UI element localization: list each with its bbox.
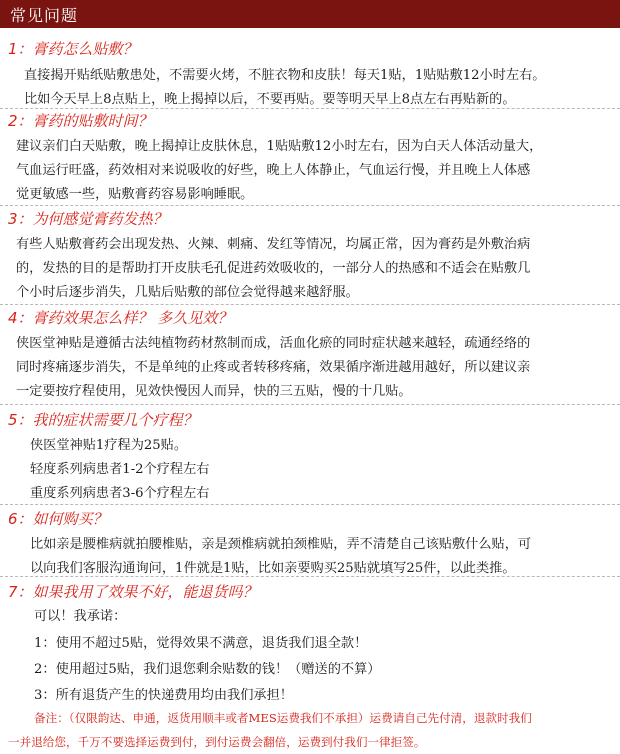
faq-answer-line: 比如亲是腰椎病就拍腰椎贴，亲是颈椎病就拍颈椎贴，弄不清楚自己该贴敷什么贴，可: [30, 537, 532, 552]
faq-question-5: 5：我的症状需要几个疗程？: [8, 411, 198, 429]
divider: [0, 108, 620, 109]
faq-answer-line: 2：使用超过5贴，我们退您剩余贴数的钱！（赠送的不算）: [34, 662, 381, 677]
faq-question-1: 1：膏药怎么贴敷？: [8, 40, 138, 58]
divider: [0, 576, 620, 577]
faq-question-7: 7：如果我用了效果不好，能退货吗？: [8, 583, 258, 601]
faq-answer-line: 3：所有退货产生的快递费用均由我们承担！: [34, 688, 293, 703]
divider: [0, 304, 620, 305]
faq-answer-line: 可以！我承诺：: [34, 609, 127, 624]
faq-answer-line: 比如今天早上8点贴上，晚上揭掉以后，不要再贴。要等明天早上8点左右再贴新的。: [24, 92, 516, 107]
faq-answer-line: 重度系列病患者3-6个疗程左右: [30, 486, 210, 501]
note-line-2: 一并退给您，千万不要选择运费到付，到付运费会翻倍，运费到付我们一律拒签。: [8, 735, 426, 749]
faq-question-2: 2：膏药的贴敷时间？: [8, 112, 153, 130]
faq-question-4: 4：膏药效果怎么样？ 多久见效？: [8, 309, 233, 327]
faq-answer-line: 同时疼痛逐步消失，不是单纯的止疼或者转移疼痛，效果循序渐进越用越好，所以建议亲: [16, 360, 531, 375]
faq-answer-line: 直接揭开贴纸贴敷患处，不需要火烤，不脏衣物和皮肤！每天1贴，1贴贴敷12小时左右。: [24, 68, 546, 83]
faq-answer-line: 以向我们客服沟通询问，1件就是1贴，比如亲要购买25贴就填写25件，以此类推。: [30, 561, 516, 576]
faq-answer-line: 侠医堂神贴1疗程为25贴。: [30, 438, 188, 453]
note-line-1: 备注：（仅限韵达、申通，返货用顺丰或者MES运费我们不承担）运费请自己先付清，退款时我们: [34, 711, 532, 725]
faq-answer-line: 的，发热的目的是帮助打开皮肤毛孔促进药效吸收的，一部分人的热感和不适会在贴敷几: [16, 261, 531, 276]
faq-answer-line: 轻度系列病患者1-2个疗程左右: [30, 462, 210, 477]
divider: [0, 205, 620, 206]
faq-answer-line: 1：使用不超过5贴，觉得效果不满意，退货我们退全款！: [34, 636, 368, 651]
faq-answer-line: 气血运行旺盛，药效相对来说吸收的好些，晚上人体静止，气血运行慢，并且晚上人体感: [16, 163, 531, 178]
faq-question-3: 3：为何感觉膏药发热？: [8, 210, 168, 228]
divider: [0, 504, 620, 505]
faq-answer-line: 一定要按疗程使用，见效快慢因人而异，快的三五贴，慢的十几贴。: [16, 384, 412, 399]
faq-answer-line: 建议亲们白天贴敷，晚上揭掉让皮肤休息，1贴贴敷12小时左右，因为白天人体活动量大，: [16, 139, 543, 154]
page-title: 常见问题: [10, 6, 79, 25]
header-bar: [0, 0, 620, 28]
faq-answer-line: 侠医堂神贴是遵循古法纯植物药材熬制而成，活血化瘀的同时症状越来越轻，疏通经络的: [16, 336, 531, 351]
faq-answer-line: 个小时后逐步消失，几贴后贴敷的部位会觉得越来越舒服。: [16, 285, 359, 300]
faq-answer-line: 觉更敏感一些，贴敷膏药容易影响睡眠。: [16, 187, 254, 202]
faq-answer-line: 有些人贴敷膏药会出现发热、火辣、刺痛、发红等情况，均属正常，因为膏药是外敷治病: [16, 237, 531, 252]
faq-question-6: 6：如何购买？: [8, 510, 108, 528]
divider: [0, 404, 620, 405]
